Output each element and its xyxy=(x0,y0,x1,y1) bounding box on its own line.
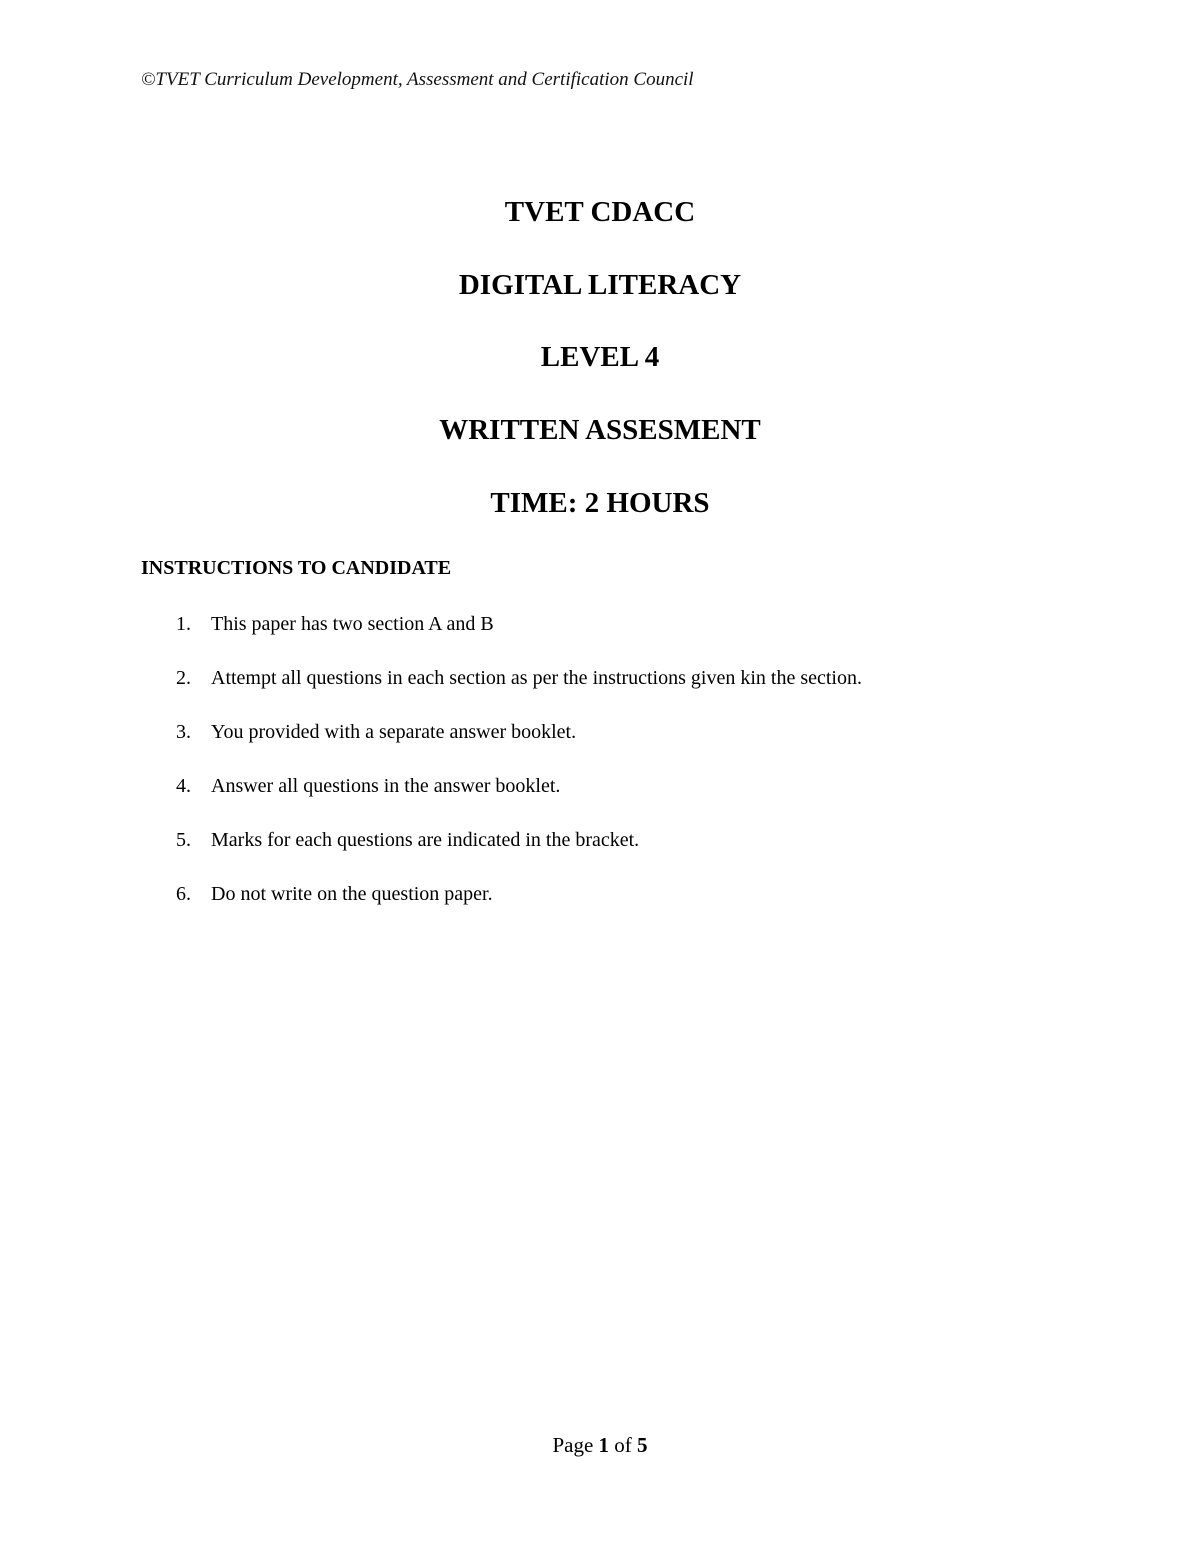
title-subject: DIGITAL LITERACY xyxy=(458,269,742,301)
title-assessment-type: WRITTEN ASSESMENT xyxy=(439,414,761,446)
of-label: of xyxy=(614,1433,632,1457)
instruction-text: This paper has two section A and B xyxy=(211,613,494,635)
instruction-number: 3. xyxy=(176,721,191,743)
instruction-number: 1. xyxy=(176,613,191,635)
instructions-heading: INSTRUCTIONS TO CANDIDATE xyxy=(141,557,452,579)
instruction-text: Answer all questions in the answer booklet. xyxy=(211,775,561,797)
instruction-text: You provided with a separate answer booklet. xyxy=(211,721,577,743)
instruction-text: Marks for each questions are indicated in the bracket. xyxy=(211,829,640,851)
page-footer xyxy=(0,1433,1200,1458)
instruction-text: Attempt all questions in each section as per the instructions given kin the section. xyxy=(211,667,862,689)
total-pages-number: 5 xyxy=(637,1433,648,1457)
page-label: Page xyxy=(552,1433,594,1457)
instruction-text: Do not write on the question paper. xyxy=(211,883,493,905)
current-page-number: 1 xyxy=(598,1433,610,1457)
instruction-number: 4. xyxy=(176,775,191,797)
instruction-number: 6. xyxy=(176,883,191,905)
title-organization: TVET CDACC xyxy=(504,196,696,228)
title-level: LEVEL 4 xyxy=(540,341,660,373)
instruction-number: 5. xyxy=(176,829,191,851)
copyright-header: ©TVET Curriculum Development, Assessment and Certification Council xyxy=(141,69,694,90)
instruction-number: 2. xyxy=(176,667,191,689)
title-time-allowed: TIME: 2 HOURS xyxy=(490,487,710,519)
